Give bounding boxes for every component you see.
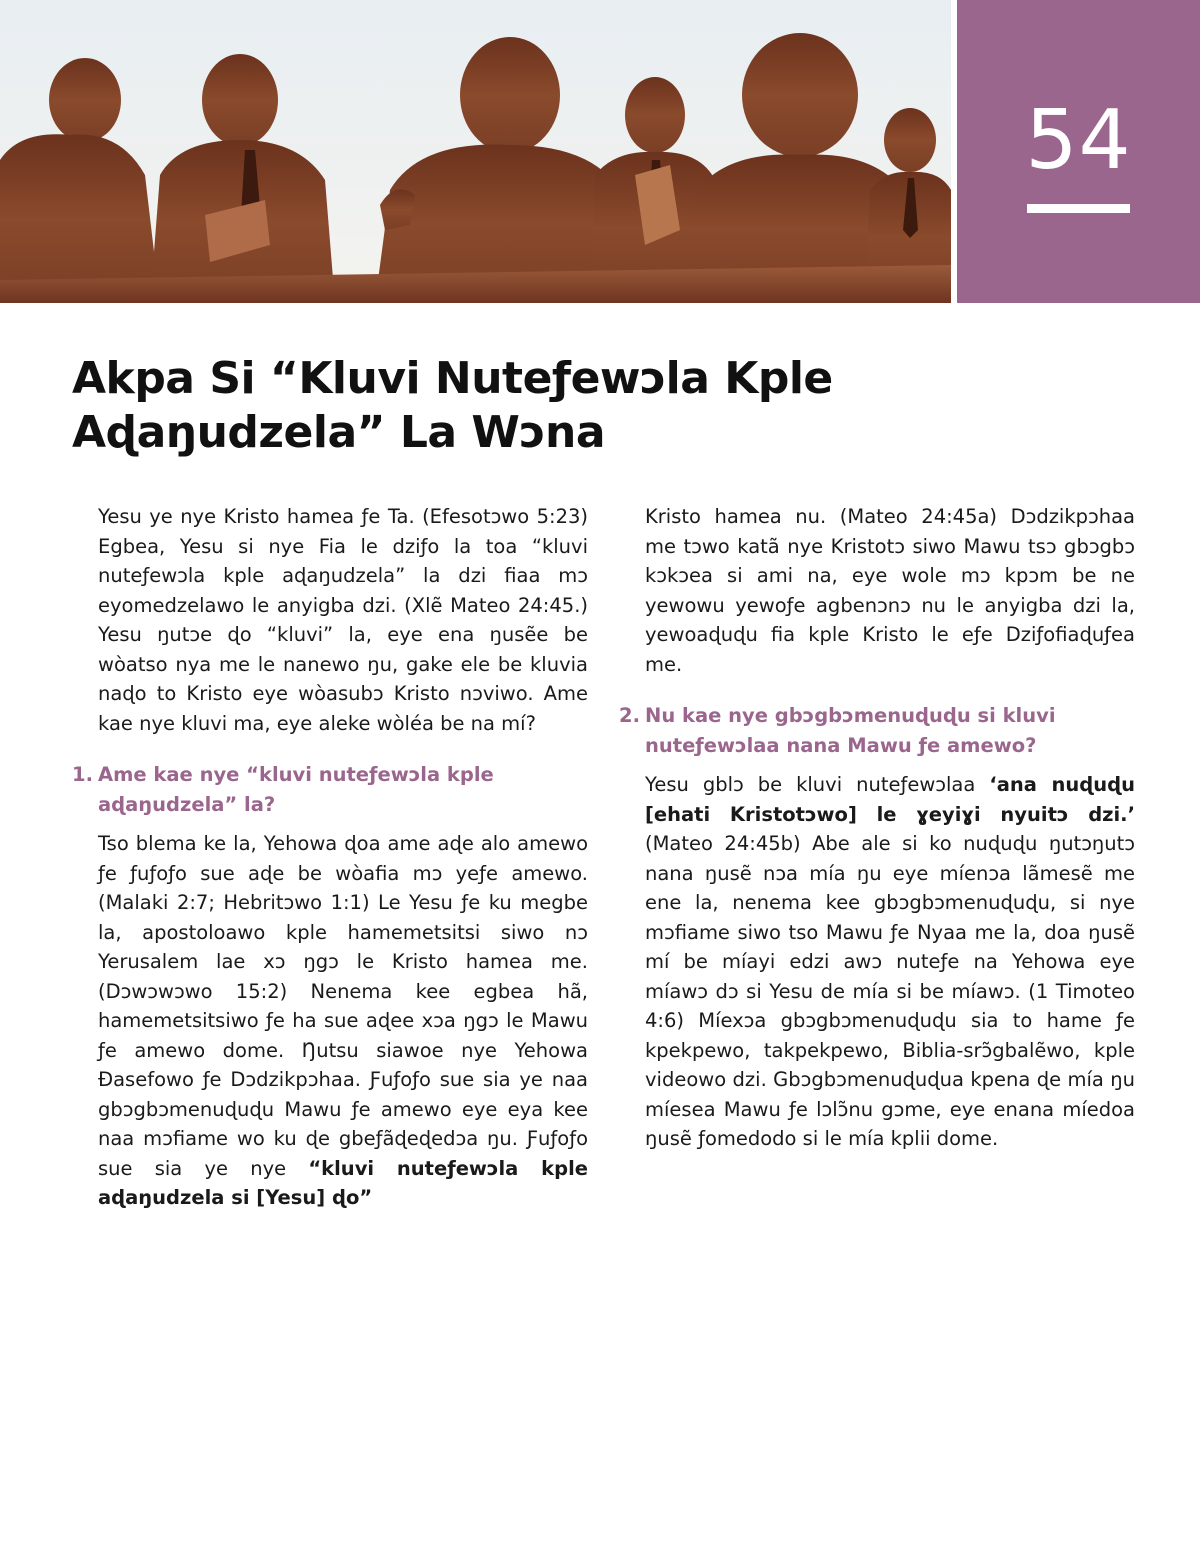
answer-2-paragraph <box>645 770 1135 1154</box>
left-column <box>72 502 588 1235</box>
answer-2-text-before: Yesu gblɔ be kluvi nuteƒewɔlaa <box>645 773 990 796</box>
lesson-number-box <box>957 0 1200 303</box>
question-2-text: Nu kae nye gbɔgbɔmenuɖuɖu si kluvi nuteƒewɔlaa nana Mawu ƒe amewo? <box>645 704 1056 757</box>
lesson-number: 54 <box>1025 93 1132 188</box>
hero-illustration <box>0 0 951 303</box>
answer-1-continued: Kristo hamea nu. (Mateo 24:45a) Dɔdzikpɔhaa me tɔwo katã nye Kristotɔ siwo Mawu tsɔ gbɔgbɔ kɔkɔea si ami na, eye wole mɔ kpɔm be ne yewowu yewoƒe agbenɔnɔ nu le anyigba dzi la, yewoaɖuɖu fia kple Kristo le eƒe Dziƒofiaɖuƒea me. <box>645 505 1135 676</box>
answer-2-bold-quote: ‘ana nuɖuɖu [ehati Kristotɔwo] le ɣeyiɣi nyuitɔ dzi.’ <box>645 773 1135 826</box>
answer-1-text: Tso blema ke la, Yehowa ɖoa ame aɖe alo amewo ƒe ƒuƒoƒo sue aɖe be wòafia mɔ yeƒe amewo. (Malaki 2:7; Hebritɔwo 1:1) Le Yesu ƒe ku megbe la, apostoloawo kple hamemetsitsi siwo nɔ Yerusalem lae xɔ ŋgɔ le Kristo hamea me. (Dɔwɔwɔwo 15:2) Nenema kee egbea hã, hamemetsitsiwo ƒe ha sue aɖee xɔa ŋgɔ le Mawu ƒe amewo dome. Ŋutsu siawoe nye Yehowa Ðasefowo ƒe Dɔdzikpɔhaa. Ƒuƒoƒo sue sia ye naa gbɔgbɔmenuɖuɖu Mawu ƒe amewo eye eya kee naa mɔfiame wo ku ɖe gbeƒãɖeɖedɔa ŋu. Ƒuƒoƒo sue sia ye nye <box>98 832 588 1180</box>
lesson-number-underline <box>1027 204 1130 213</box>
question-2 <box>619 701 1135 760</box>
meeting-silhouette-image <box>0 0 951 303</box>
question-2-number: 2. <box>619 704 640 727</box>
question-1-text: Ame kae nye “kluvi nuteƒewɔla kple aɖaŋudzela” la? <box>98 763 494 816</box>
page-title: Akpa Si “Kluvi Nuteƒewɔla Kple Aɖaŋudzela” La Wɔna <box>72 353 833 458</box>
question-1-number: 1. <box>72 763 93 786</box>
intro-paragraph: Yesu ye nye Kristo hamea ƒe Ta. (Efesotɔwo 5:23) Egbea, Yesu si nye Fia le dziƒo la toa “kluvi nuteƒewɔla kple aɖaŋudzela” la dzi fiaa mɔ eyomedzelawo le anyigba dzi. (Xlẽ Mateo 24:45.) Yesu ŋutɔe ɖo “kluvi” la, eye ena ŋusẽe be wòatso nya me le nanewo ŋu, gake ele be kluvia naɖo to Kristo eye wòasubɔ Kristo nɔviwo. Ame kae nye kluvi ma, eye aleke wòléa be na mí? <box>98 505 588 735</box>
answer-1-paragraph <box>98 829 588 1213</box>
answer-2-text: (Mateo 24:45b) Abe ale si ko nuɖuɖu ŋutɔŋutɔ nana ŋusẽ nɔa mía ŋu eye míenɔa lãmesẽ me ene la, nenema kee gbɔgbɔmenuɖuɖu, si nye mɔfiame siwo tso Mawu ƒe Nyaa me la, doa ŋusẽ mí be míayi edzi awɔ nuteƒe na Yehowa eye míawɔ dɔ si Yesu de mía si be míawɔ. (1 Timoteo 4:6) Míexɔa gbɔgbɔmenuɖuɖu sia to hame ƒe kpekpewo, takpekpewo, Biblia-srɔ̃gbalẽwo, kple videowo dzi. Gbɔgbɔmenuɖuɖua kpena ɖe mía ŋu míesea Mawu ƒe lɔlɔ̃nu gɔme, eye enana míedoa ŋusẽ ƒomedodo si le mía kplii dome. <box>645 832 1135 1150</box>
right-column <box>619 502 1135 1176</box>
answer-1-bold-quote: “kluvi nuteƒewɔla kple aɖaŋudzela si [Yesu] ɖo” <box>98 1156 588 1209</box>
question-1 <box>72 760 588 819</box>
